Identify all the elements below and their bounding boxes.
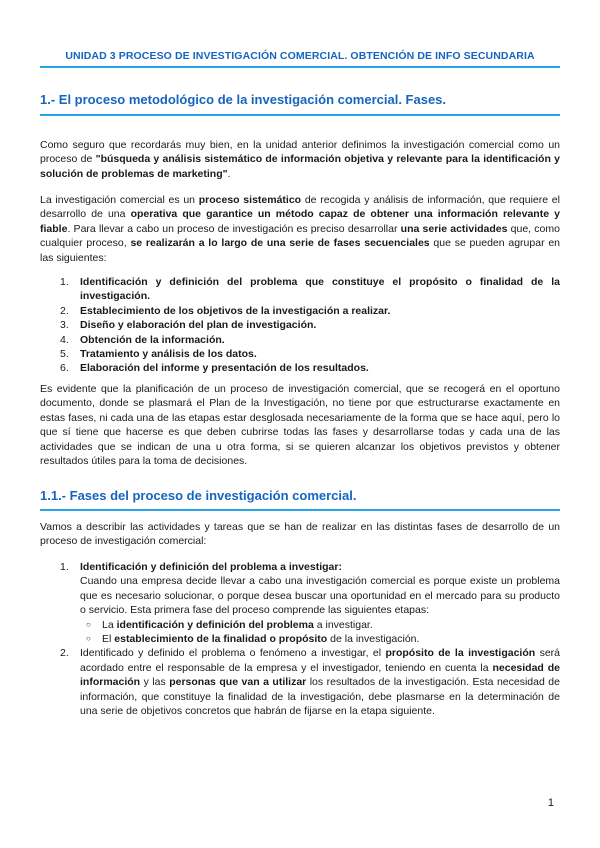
unit-title: UNIDAD 3 PROCESO DE INVESTIGACIÓN COMERCIAL. OBTENCIÓN DE INFO SECUNDARIA: [65, 50, 535, 62]
sub-list-item: ○ La identificación y definición del problema a investigar.: [86, 618, 373, 631]
list-item: 6. Elaboración del informe y presentación de los resultados.: [60, 362, 369, 375]
list-item: 1. Identificación y definición del problema a investigar: Cuando una empresa decide llevar a cabo una investigación comercial es porque existe un problema que es necesario solucionar, o porque desea buscar una oportunidad en el mercado para su producto o servicio. Esta primera fase del proceso comprende las siguientes etapas: ○ La identificación y definición del problema a investigar. ○ El establecimiento de la finalidad o propósito de la investigación.: [60, 561, 560, 646]
list-item: 1. Identificación y definición del problema que constituye el propósito o finalidad de la investigación.: [60, 276, 560, 303]
list-item: 3. Diseño y elaboración del plan de investigación.: [60, 319, 317, 332]
intro-paragraph: Como seguro que recordarás muy bien, en la unidad anterior definimos la investigación comercial como un proceso de "búsqueda y análisis sistemático de información objetiva y relevante para la identificación y solución de problemas de marketing".: [40, 139, 560, 180]
list-item: 4. Obtención de la información.: [60, 333, 225, 346]
section-heading-1: 1.- El proceso metodológico de la investigación comercial. Fases.: [40, 92, 447, 107]
phase-detail-list: [40, 560, 560, 718]
page-number: 1: [547, 797, 554, 809]
section-heading-1-1: 1.1.- Fases del proceso de investigación comercial.: [40, 488, 357, 503]
list-item: 5. Tratamiento y análisis de los datos.: [60, 348, 257, 361]
section-divider-2: [40, 509, 560, 511]
sub-list-item: ○ El establecimiento de la finalidad o propósito de la investigación.: [86, 633, 420, 646]
list-item: 2. Identificado y definido el problema o fenómeno a investigar, el propósito de la investigación será acordado entre el responsable de la empresa y el investigador, teniendo en cuenta la necesidad de información y las personas que van a utilizar los resultados de la investigación. Esta necesidad de información, que constituye la finalidad de la investigación, debe plasmarse en la determinación de una serie de objetivos concretos que habrán de fijarse en la etapa siguiente.: [60, 647, 561, 718]
list-item: 2. Establecimiento de los objetivos de la investigación a realizar.: [60, 304, 391, 317]
process-paragraph: La investigación comercial es un proceso sistemático de recogida y análisis de información, que requiere el desarrollo de una operativa que garantice un método capaz de obtener una información relevante y fiable. Para llevar a cabo un proceso de investigación es preciso desarrollar una serie actividades que, como cualquier proceso, se realizarán a lo largo de una serie de fases secuenciales que se pueden agrupar en las siguientes:: [40, 194, 561, 264]
header-divider: [40, 66, 560, 68]
section-divider-1: [40, 114, 560, 116]
phase-heading: Identificación y definición del problema a investigar:: [80, 561, 342, 573]
planning-paragraph: Es evidente que la planificación de un proceso de investigación comercial, que se recogerá en el oportuno documento, donde se plasmará el Plan de la Investigación, no tiene por que estructurarse exactamente en estas fases, ni cada una de las etapas estar desglosada necesariamente de la forma que se hace aquí, pero lo que sí tiene que hacerse es que deben cubrirse todas las fases y desarrollarse todas y cada una de las actividades que se indican de una u otra forma, si se quieren alcanzar los objetivos previstos y obtener resultados útiles para la toma de decisiones.: [40, 383, 560, 468]
activities-intro-paragraph: Vamos a describir las actividades y tareas que se han de realizar en las distintas fases de desarrollo de un proceso de investigación comercial:: [40, 521, 560, 548]
phases-list: [40, 275, 560, 376]
